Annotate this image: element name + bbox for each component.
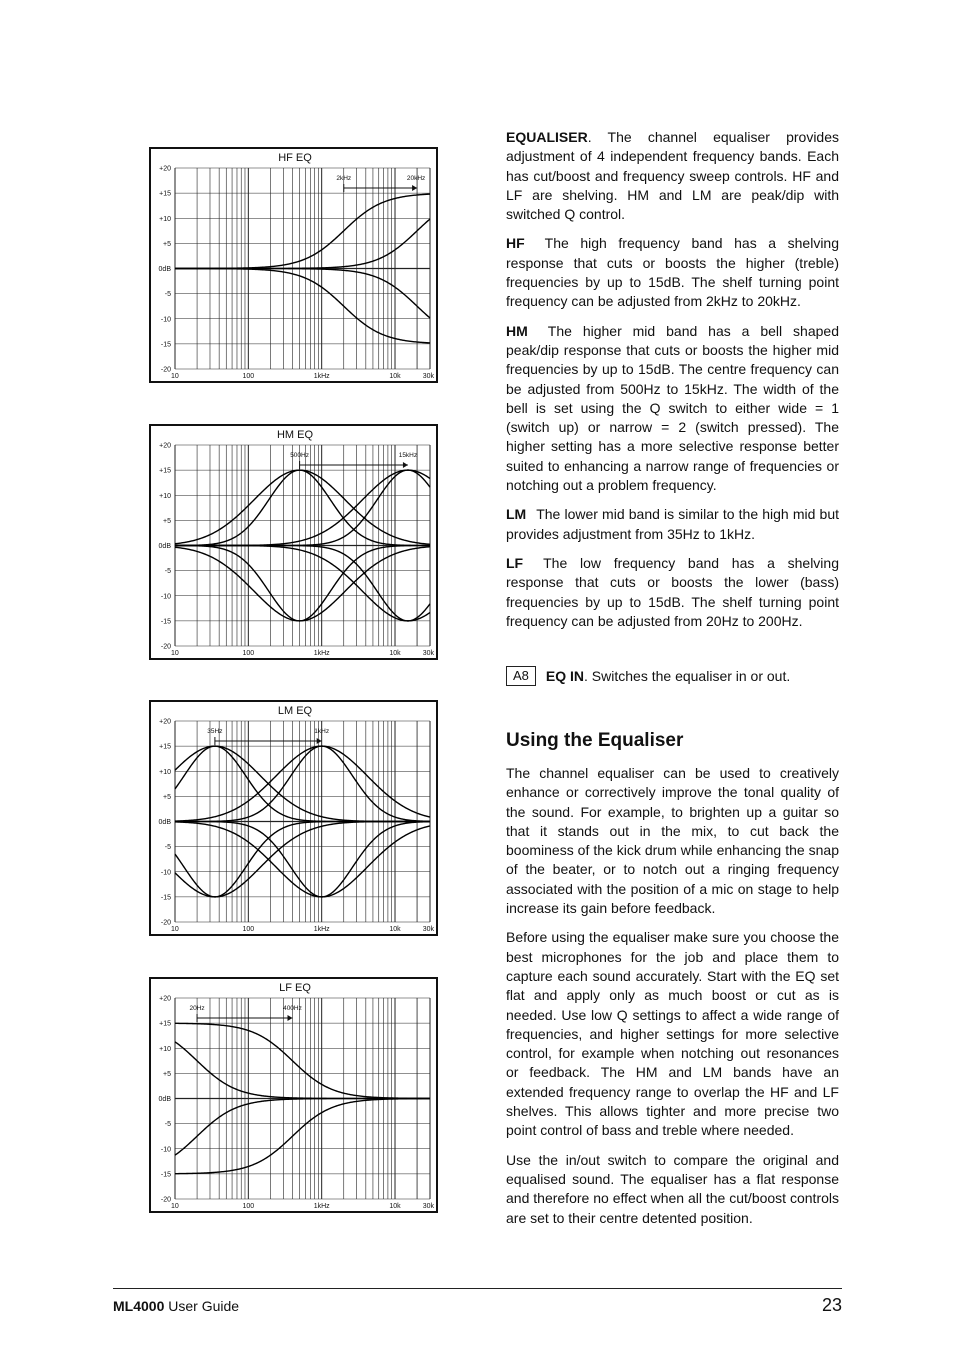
eq-in-key-label: A8 — [506, 666, 536, 686]
hf-heading: HF — [506, 235, 525, 252]
hm-eq-chart — [149, 424, 438, 660]
y-tick-label: +10 — [159, 492, 171, 500]
y-tick-label: 0dB — [158, 543, 171, 550]
y-tick-label: +5 — [163, 517, 171, 525]
y-tick-label: +20 — [159, 995, 171, 1003]
usage-paragraph-2: Before using the equaliser make sure you choose the best microphones for the job and place them to capture each sound accurately. Start with the EQ set flat and apply only as much boost or cut as is needed. Use low Q settings to affect a wide range of frequencies, and higher settings for more selective control, for example when notching out resonances or feedback. The HM and LM bands have an extended frequency range to overlap the HF and LF shelves. This allows tighter and more precise two point control of bass and treble where needed. — [506, 929, 839, 1139]
y-tick-label: +10 — [159, 1045, 171, 1053]
y-tick-label: +15 — [159, 190, 171, 198]
y-tick-label: +5 — [163, 1070, 171, 1078]
y-tick-label: +15 — [159, 743, 171, 751]
hm-eq-plot — [149, 424, 438, 660]
x-tick-label: 10 — [171, 373, 179, 380]
x-tick-label: 100 — [242, 650, 255, 657]
lf-heading: LF — [506, 554, 524, 571]
y-tick-label: -15 — [160, 1171, 171, 1179]
hm-text: The higher mid band has a bell shaped peak/dip response that cuts or boosts the higher mid frequencies by up to 15dB. The centre frequency can be adjusted from 500Hz to 15kHz. The width of the bell is set using the Q switch to either wide = 1 (switch up) or narrow = 2 (switch pressed). The higher setting has a more selective response better suited to enhancing a narrow range of frequencies or notching out a problem frequency. — [506, 322, 839, 494]
lf-paragraph — [506, 554, 839, 631]
x-tick-label: 30k — [422, 1203, 434, 1210]
y-tick-label: -15 — [160, 341, 171, 349]
lm-eq-chart — [149, 700, 438, 936]
eq-description — [506, 128, 839, 641]
lf-text: The low frequency band has a shelving response that cuts or boosts the lower (bass) frequencies by up to 15dB. The shelf turning point frequency can be adjusted from 20Hz to 200Hz. — [506, 554, 839, 629]
y-tick-label: 0dB — [158, 1096, 171, 1103]
x-tick-label: 1kHz — [313, 373, 330, 380]
range-label: 15kHz — [398, 452, 418, 459]
y-tick-label: -20 — [160, 643, 171, 651]
usage-paragraph-3: Use the in/out switch to compare the original and equalised sound. The equaliser has a flat response and therefore no effect when all the cut/boost controls are set to their centre detented position. — [506, 1151, 839, 1226]
range-label: 400Hz — [283, 1005, 302, 1012]
eq-in-heading: EQ IN — [545, 668, 585, 684]
x-tick-label: 100 — [242, 926, 255, 933]
eq-in-text: . Switches the equaliser in or out. — [584, 668, 791, 684]
y-tick-label: -5 — [164, 844, 171, 852]
y-tick-label: +5 — [163, 240, 171, 248]
page-number: 23 — [821, 1295, 842, 1315]
hm-paragraph — [506, 322, 839, 496]
y-tick-label: +20 — [159, 442, 171, 450]
y-tick-label: 0dB — [158, 266, 171, 273]
eq-in-line — [506, 666, 790, 686]
y-tick-label: -10 — [160, 316, 171, 324]
footer-model: ML4000 — [113, 1298, 165, 1314]
chart-title: LF EQ — [279, 982, 311, 994]
lm-paragraph — [506, 505, 839, 544]
y-tick-label: -10 — [160, 869, 171, 877]
range-label: 20Hz — [189, 1005, 205, 1012]
chart-title: HM EQ — [276, 429, 314, 441]
chart-title: HF EQ — [278, 152, 312, 164]
y-tick-label: +15 — [159, 1020, 171, 1028]
chart-frame — [150, 148, 437, 382]
footer-title — [113, 1298, 239, 1314]
x-tick-label: 30k — [422, 926, 434, 933]
footer-rule — [113, 1288, 842, 1289]
usage-paragraph-1: The channel equaliser can be used to creatively enhance or correctively improve the tonal quality of the sound. For example, to brighten up a guitar so that it stands out in the mix, to cut back the boominess of the kick drum while enhancing the snap of the beater, or to notch out a ringing frequency associated with the position of a mic on stage to help increase its gain before feedback. — [506, 765, 839, 917]
x-tick-label: 10 — [171, 650, 179, 657]
lf-eq-plot — [149, 977, 438, 1213]
chart-title: LM EQ — [277, 705, 313, 717]
lm-heading: LM — [506, 506, 527, 523]
y-tick-label: -5 — [164, 291, 171, 299]
x-tick-label: 10k — [389, 650, 401, 657]
footer-guide: User Guide — [164, 1298, 240, 1314]
range-label: 500Hz — [290, 452, 309, 459]
range-label: 1kHz — [314, 728, 330, 735]
y-tick-label: -15 — [160, 618, 171, 626]
y-tick-label: +10 — [159, 215, 171, 223]
range-label: 2kHz — [336, 175, 352, 182]
equaliser-heading: EQUALISER — [506, 129, 588, 145]
x-tick-label: 10 — [171, 1203, 179, 1210]
y-tick-label: +20 — [159, 718, 171, 726]
hf-eq-chart — [149, 147, 438, 383]
hf-text: The high frequency band has a shelving response that cuts or boosts the higher (treble) frequencies by up to 15dB. The shelf turning point frequency can be adjusted from 2kHz to 20kHz. — [506, 235, 839, 310]
y-tick-label: -20 — [160, 1196, 171, 1204]
x-tick-label: 100 — [242, 1203, 255, 1210]
chart-frame — [150, 978, 437, 1212]
y-tick-label: -5 — [164, 568, 171, 576]
x-tick-label: 100 — [242, 373, 255, 380]
lf-eq-chart — [149, 977, 438, 1213]
x-tick-label: 1kHz — [313, 650, 330, 657]
equaliser-paragraph — [506, 128, 839, 224]
hm-heading: HM — [506, 322, 528, 339]
x-tick-label: 10k — [389, 1203, 401, 1210]
y-tick-label: +5 — [163, 793, 171, 801]
y-tick-label: -15 — [160, 894, 171, 902]
hf-eq-plot — [149, 147, 438, 383]
equaliser-text: . The channel equaliser provides adjustment of 4 independent frequency bands. Each has cut/boost and frequency sweep controls. HF and LF are shelving. HM and LM are peak/dip with switched Q control. — [506, 129, 839, 223]
y-tick-label: -20 — [160, 366, 171, 374]
y-tick-label: -20 — [160, 919, 171, 927]
section-title: Using the Equaliser — [506, 730, 684, 751]
y-tick-label: -10 — [160, 593, 171, 601]
x-tick-label: 10 — [171, 926, 179, 933]
y-tick-label: -10 — [160, 1146, 171, 1154]
lm-text: The lower mid band is similar to the high mid but provides adjustment from 35Hz to 1kHz. — [506, 506, 839, 542]
y-tick-label: +20 — [159, 165, 171, 173]
y-tick-label: +10 — [159, 768, 171, 776]
y-tick-label: +15 — [159, 467, 171, 475]
range-label: 20kHz — [406, 175, 426, 182]
x-tick-label: 1kHz — [313, 926, 330, 933]
x-tick-label: 10k — [389, 373, 401, 380]
x-tick-label: 10k — [389, 926, 401, 933]
x-tick-label: 30k — [422, 650, 434, 657]
hf-paragraph — [506, 234, 839, 311]
y-tick-label: 0dB — [158, 819, 171, 826]
x-tick-label: 1kHz — [313, 1203, 330, 1210]
range-label: 35Hz — [207, 728, 223, 735]
using-equaliser-body — [506, 764, 839, 1238]
lm-eq-plot — [149, 700, 438, 936]
x-tick-label: 30k — [422, 373, 434, 380]
y-tick-label: -5 — [164, 1121, 171, 1129]
